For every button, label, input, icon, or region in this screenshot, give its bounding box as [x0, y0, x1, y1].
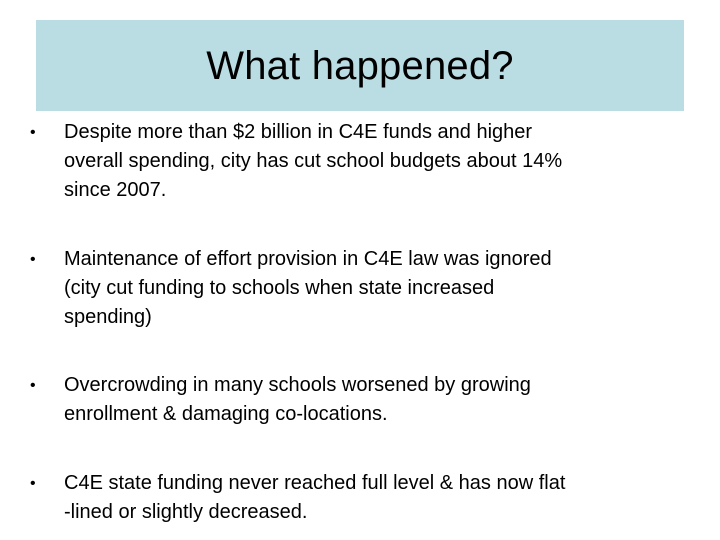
bullet-item: [30, 371, 670, 429]
bullet-item: [30, 469, 670, 527]
bullet-text: Maintenance of effort provision in C4E law was ignored (city cut funding to schools when state increased spending): [64, 248, 552, 328]
bullet-dot-icon: •: [30, 475, 36, 492]
slide-title: What happened?: [206, 43, 514, 88]
bullet-item: [30, 245, 670, 332]
bullet-text: Despite more than $2 billion in C4E funds and higher overall spending, city has cut school budgets about 14% since 2007.: [64, 121, 563, 201]
bullet-dot-icon: •: [30, 124, 36, 141]
bullet-dot-icon: •: [30, 251, 36, 268]
bullet-item: [30, 118, 670, 205]
bullet-dot-icon: •: [30, 377, 36, 394]
bullet-text: C4E state funding never reached full level & has now flat -lined or slightly decreased.: [64, 472, 566, 523]
bullet-text: Overcrowding in many schools worsened by growing enrollment & damaging co-locations.: [64, 374, 531, 425]
